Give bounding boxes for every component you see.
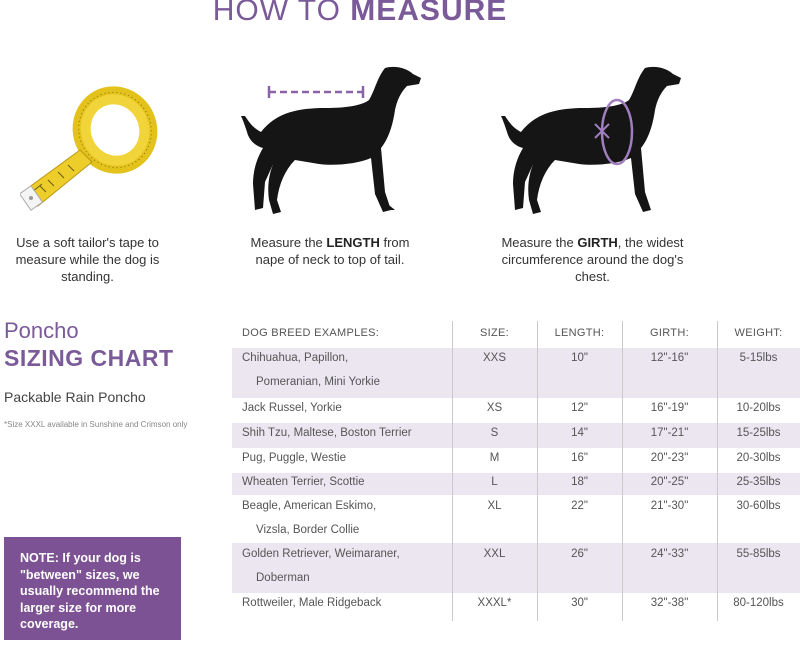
size-cell: S [490,427,499,439]
header-size: SIZE: [479,327,509,339]
breed-line: Pug, Puggle, Westie [242,452,346,464]
step-length-caption [235,234,425,268]
breed-line: Wheaten Terrier, Scottie [242,476,365,488]
title-bold: MEASURE [350,0,508,27]
table-row [232,398,800,423]
header-length: LENGTH: [554,327,605,339]
weight-cell: 5-15lbs [739,352,778,364]
table-row [232,495,800,543]
product-name: Poncho [4,318,79,343]
breed-line: Vizsla, Border Collie [256,524,360,536]
weight-cell: 25-35lbs [736,476,781,488]
weight-cell: 15-25lbs [736,427,781,439]
size-cell: XXS [482,352,506,364]
breed-line: Jack Russel, Yorkie [242,402,342,414]
title-light: HOW TO [212,0,351,27]
length-cell: 30" [571,597,588,609]
breed-line: Pomeranian, Mini Yorkie [256,376,381,388]
dog-length-icon [235,60,435,225]
breed-line: Chihuahua, Papillon, [242,352,349,364]
length-cell: 10" [571,352,588,364]
table-row [232,593,800,619]
length-cell: 12" [571,402,588,414]
header-breed: DOG BREED EXAMPLES: [242,327,380,339]
step-length-post: from nape of neck to top of tail. [255,235,410,267]
girth-cell: 24"-33" [650,548,689,560]
step-girth-caption [495,234,690,285]
size-cell: XS [486,402,503,414]
breed-line: Shih Tzu, Maltese, Boston Terrier [242,427,412,439]
table-row [232,473,800,495]
sizing-table [232,321,800,621]
table-row [232,543,800,593]
sizing-chart-heading: SIZING CHART [4,345,174,371]
step-girth-pre: Measure the [501,235,578,250]
girth-cell: 20"-23" [650,452,689,464]
weight-cell: 80-120lbs [733,597,784,609]
length-cell: 16" [571,452,588,464]
breed-line: Doberman [256,572,310,584]
length-cell: 26" [571,548,588,560]
girth-cell: 32"-38" [650,597,689,609]
weight-cell: 10-20lbs [736,402,781,414]
page-title [0,0,720,28]
size-cell: M [489,452,500,464]
girth-cell: 17"-21" [650,427,689,439]
size-cell: XXL [483,548,506,560]
sizing-note-box [4,537,181,640]
table-row [232,423,800,448]
length-cell: 22" [571,500,588,512]
step-length-pre: Measure the [250,235,327,250]
length-cell: 14" [571,427,588,439]
weight-cell: 20-30lbs [736,452,781,464]
table-row [232,348,800,398]
size-cell: XL [487,500,502,512]
dog-girth-icon [495,60,695,225]
measuring-tape-icon [20,80,165,215]
size-footnote: *Size XXXL available in Sunshine and Crimson only [4,420,188,429]
step-girth-bold: GIRTH [577,235,618,250]
step-tape-caption [0,234,175,285]
column-divider [622,321,623,621]
column-divider [717,321,718,621]
table-row [232,448,800,473]
girth-cell: 12"-16" [650,352,689,364]
header-girth: GIRTH: [650,327,689,339]
size-cell: L [491,476,498,488]
weight-cell: 55-85lbs [736,548,781,560]
length-cell: 18" [571,476,588,488]
header-weight: WEIGHT: [734,327,783,339]
column-divider [452,321,453,621]
sizing-note-text: NOTE: If your dog is "between" sizes, we usually recommend the larger size for more coverage. [20,551,160,631]
step-length-bold: LENGTH [326,235,380,250]
girth-cell: 21"-30" [650,500,689,512]
weight-cell: 30-60lbs [736,500,781,512]
size-cell: XXXL* [477,597,512,609]
column-divider [537,321,538,621]
table-header-row [232,327,800,345]
step-tape-text: Use a soft tailor's tape to measure while the dog is standing. [15,235,160,284]
step-girth-post: , the widest circumference around the dog's chest. [501,235,684,284]
breed-line: Golden Retriever, Weimaraner, [242,548,400,560]
breed-line: Rottweiler, Male Ridgeback [242,597,382,609]
girth-cell: 16"-19" [650,402,689,414]
product-subtitle: Packable Rain Poncho [4,389,146,405]
girth-cell: 20"-25" [650,476,689,488]
breed-line: Beagle, American Eskimo, [242,500,377,512]
